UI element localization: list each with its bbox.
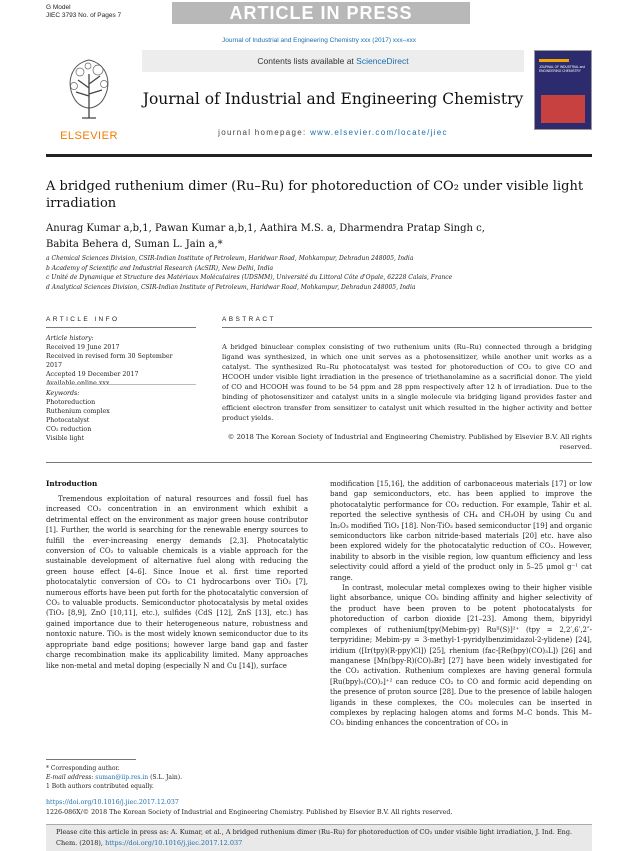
- homepage-link[interactable]: www.elsevier.com/locate/jiec: [310, 128, 448, 137]
- citation-prefix: Please cite this article in press as: A. Kumar, et al., A bridged ruthenium dimer (Ru–Ru) for photoreduction of CO₂ under visible light irradiation, J. Ind. Eng. Chem. (2018),: [56, 828, 573, 847]
- article-history: [46, 334, 186, 388]
- intro-paragraph-3: In contrast, molecular metal complexes owing to their higher visible light absorbance, unique CO₂ binding affinity and higher selectivity of the product have been proven to be potent photocatalysts for photoreduction of carbon dioxide [21–23]. Among them, bipyridyl complexes of ruthenium[tpy(Mebim-py) Ruᴵᴵ(S)]²⁺ (tpy = 2,2′,6′,2″-terpyridine; Mebim-py = 3-methyl-1-pyridylbenzimidazol-2-ylidene) [24], iridium ([Ir(tpy)(R-ppy)Cl]) [25], rhenium (fac-[Re(bpy)(CO)₃L]) [26] and manganese [Mn(bpy-R)(CO)₃Br] [27] have been widely investigated for the CO₂ activation. Ruthenium complexes are having general formula [Ru(bpy)₂(CO)₂]⁺² can reduce CO₂ to CO and formic acid depending on the presence of proton source [28]. Due to the presence of labile halogen ligands in these complexes, the CO₂ molecules can be inserted in complexes by replacing halogen atoms and forms M–C bonds. This M–CO₂ binding enhances the concentration of CO₂ in: [330, 584, 592, 728]
- intro-paragraph-1: Tremendous exploitation of natural resources and fossil fuel has increased CO₂ concentration in an environment which exhibit a detrimental effect on the environment as major green house contributor [1]. Further, the world is searching for the renewable energy sources to fulfill the ever-increasing energy demands [2,3]. Photocatalytic conversion of CO₂ to valuable chemicals is a viable approach for the sustainable development of alternative fuel along with reducing the green house effect [4–6]. Since Inoue et al. first time reported photocatalytic conversion of CO₂ to C1 hydrocarbons over TiO₂ [7], numerous efforts have been put forth for the photocatalytic conversion of CO₂ to valuable products. Semiconductor photocatalysis by metal oxides (TiO₂ [8,9], ZnO [10,11], etc.), sulfides (CdS [12], ZnS [13], etc.) has gained importance due to their heterogeneous nature, robustness and nontoxic nature. TiO₂ is the most widely known semiconductor due to its appropriate band edge positions; however large band gap and faster charge recombination make its applicability limited. Many approaches like non-metal and metal doping (especially N and Cu [14]), surface: [46, 495, 308, 670]
- affiliations: [46, 254, 592, 292]
- history-received: Received 19 June 2017: [46, 344, 120, 351]
- gmodel-label: [46, 4, 121, 20]
- author-list: [46, 221, 592, 253]
- homepage-prefix: journal homepage:: [218, 128, 311, 137]
- intro-paragraph-2: modification [15,16], the addition of carbonaceous materials [17] or low band gap semiconductors, etc. has been applied to improve the photocatalytic performance for CO₂ reduction. For example, Tahir et al. reported the selective synthesis of CH₄ and CH₃OH by using Cu and In₂O₃ modified TiO₂ [18]. Non-TiO₂ based semiconductor [19] and organic semiconductors like carbon nitride-based materials [20] etc. have also been explored widely for the photocatalytic reduction of CO₂. However, inability to absorb in the visible region, low quantum efficiency and less selectivity could afford a yield of the product only in 5–25 μmol g⁻¹ cat range.: [330, 480, 592, 582]
- sciencedirect-link[interactable]: ScienceDirect: [356, 56, 409, 66]
- footnote-rule: [46, 759, 136, 760]
- journal-reference-link[interactable]: Journal of Industrial and Engineering Chemistry xxx (2017) xxx–xxx: [221, 37, 416, 44]
- cover-text: JOURNAL OF INDUSTRIAL and ENGINEERING CHEMISTRY: [539, 65, 585, 73]
- citation-doi-link[interactable]: https://doi.org/10.1016/j.jiec.2017.12.037: [105, 838, 243, 847]
- affiliation-c: c Unité de Dynamique et Structure des Matériaux Moléculaires (UDSMM), Université du Littoral Côte d'Opale, 62228 Calais, France: [46, 274, 453, 281]
- article-in-press-banner: [172, 2, 470, 24]
- gmodel-line-1: G Model: [46, 4, 71, 11]
- authors-line-2: Babita Behera d, Suman L. Jain a,*: [46, 239, 223, 250]
- affiliation-b: b Academy of Scientific and Industrial Research (AcSIR), New Delhi, India: [46, 264, 274, 272]
- history-accepted: Accepted 19 December 2017: [46, 371, 139, 378]
- keywords: [46, 389, 186, 443]
- article-info-heading: ARTICLE INFO: [46, 316, 120, 323]
- contents-prefix: Contents lists available at: [257, 56, 357, 66]
- cover-band: [539, 59, 569, 62]
- authors-line-1: Anurag Kumar a,b,1, Pawan Kumar a,b,1, Aathira M.S. a, Dharmendra Pratap Singh c,: [46, 223, 485, 234]
- email-link[interactable]: suman@iip.res.in: [95, 774, 149, 781]
- affiliation-a: a Chemical Sciences Division, CSIR-Indian Institute of Petroleum, Haridwar Road, Mohkampur, Dehradun 248005, India: [46, 255, 414, 262]
- footnotes: [46, 764, 316, 791]
- email-suffix: (S.L. Jain).: [148, 774, 183, 781]
- keywords-label: Keywords:: [46, 390, 80, 397]
- keyword-1: Photoreduction: [46, 399, 96, 406]
- keyword-2: Ruthenium complex: [46, 408, 110, 415]
- issn-copyright: 1226-086X/© 2018 The Korean Society of Industrial and Engineering Chemistry. Published by Elsevier B.V. All rights reserved.: [46, 809, 453, 816]
- article-title: A bridged ruthenium dimer (Ru–Ru) for photoreduction of CO₂ under visible light irradiation: [46, 179, 584, 211]
- introduction-heading: Introduction: [46, 479, 98, 488]
- elsevier-tree-icon: [60, 54, 118, 122]
- info-divider: [46, 384, 196, 385]
- keyword-3: Photocatalyst: [46, 417, 90, 424]
- history-revised: Received in revised form 30 September 2017: [46, 353, 173, 369]
- citation-box: [46, 824, 592, 851]
- abstract-bottom-rule: [46, 462, 592, 463]
- cover-image: [541, 95, 585, 123]
- masthead-divider: [46, 154, 592, 157]
- doi-link[interactable]: https://doi.org/10.1016/j.jiec.2017.12.037: [46, 799, 179, 806]
- history-label: Article history:: [46, 335, 94, 342]
- email-label: E-mail address:: [46, 774, 96, 781]
- masthead-center: [142, 50, 524, 148]
- abstract-rule: [222, 327, 592, 328]
- abstract-heading: ABSTRACT: [222, 316, 276, 323]
- keyword-5: Visible light: [46, 435, 85, 442]
- corresponding-author-note: * Corresponding author.: [46, 765, 120, 772]
- gmodel-line-2: JIEC 3793 No. of Pages 7: [46, 12, 122, 19]
- journal-title: Journal of Industrial and Engineering Chemistry: [142, 90, 524, 108]
- article-in-press-text: ARTICLE IN PRESS: [229, 3, 413, 23]
- journal-masthead: [46, 50, 592, 148]
- citation-text: [56, 827, 584, 848]
- elsevier-wordmark: ELSEVIER: [60, 130, 118, 142]
- body-left-column: [46, 494, 308, 671]
- keyword-4: CO₂ reduction: [46, 426, 92, 433]
- email-note: [46, 773, 316, 782]
- contents-bar: [142, 50, 524, 72]
- journal-homepage: [142, 128, 524, 137]
- affiliation-d: d Analytical Sciences Division, CSIR-Indian Institute of Petroleum, Haridwar Road, Mohkampur, Dehradun 248005, India: [46, 283, 416, 291]
- equal-contribution-note: 1 Both authors contributed equally.: [46, 783, 154, 790]
- article-info-rule: [46, 327, 196, 328]
- journal-cover-thumbnail: [534, 50, 592, 130]
- elsevier-logo: [46, 50, 132, 148]
- abstract-copyright: © 2018 The Korean Society of Industrial and Engineering Chemistry. Published by Elsevier B.V. All rights reserved.: [227, 433, 592, 452]
- abstract-text: A bridged binuclear complex consisting of two ruthenium units (Ru–Ru) connected through a bridging ligand was synthesized, in which one unit serves as a photosensitizer, while another unit works as a catalyst. The synthesized Ru–Ru photocatalyst was tested for photoreduction of CO₂ to give CO and HCOOH under visible light irradiation in the presence of triethanolamine as a sacrificial donor. The yield of CO and HCOOH was found to be 54 ppm and 28 ppm respectively after 12 h of irradiation. Due to the binding of photosensitizer and catalyst units in a single molecule via bridging ligand provides faster and efficient electron transfer from sensitizer to catalyst unit which resulted in the higher activity and better product yields.: [222, 343, 592, 422]
- body-right-column: [330, 479, 592, 729]
